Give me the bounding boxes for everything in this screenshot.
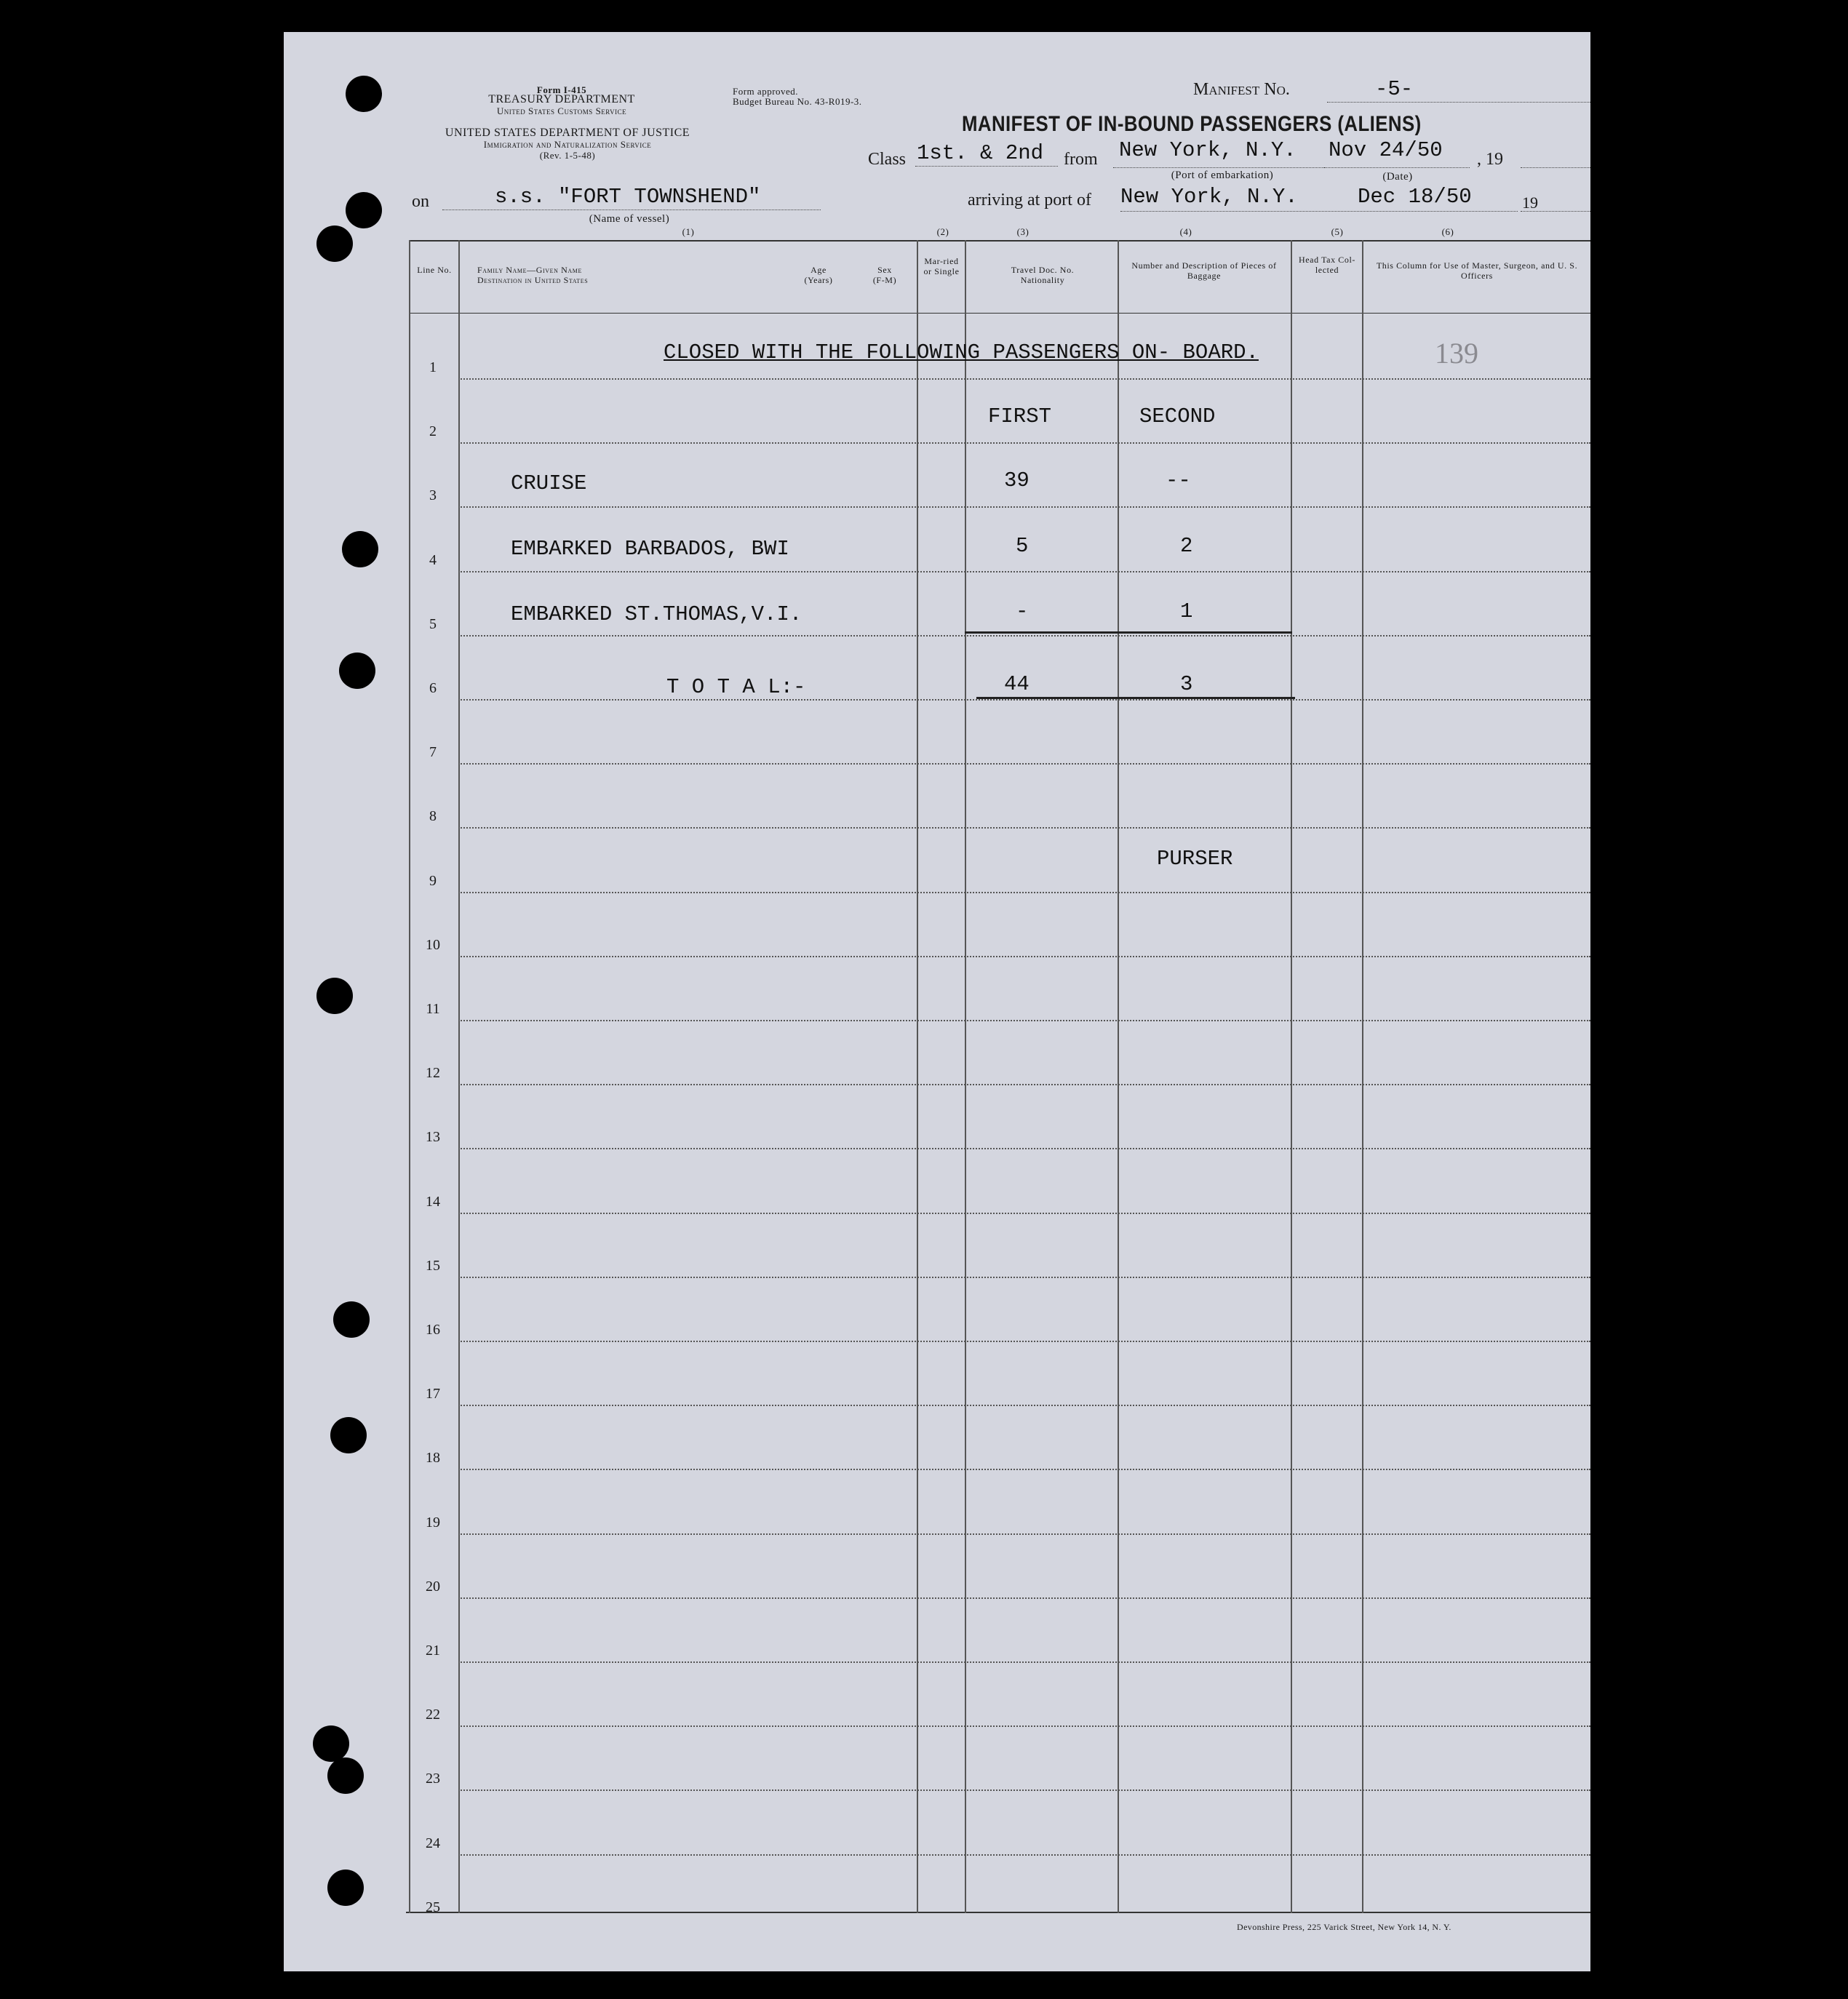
arrival-line: [1120, 193, 1518, 212]
manifest-number: -5-: [1375, 77, 1414, 101]
punch-hole: [346, 192, 382, 228]
line-number: 13: [426, 1129, 440, 1145]
year-suffix-line: [1521, 193, 1590, 212]
vessel-line: [442, 192, 821, 210]
date-line: [1324, 150, 1470, 168]
row-rule: [458, 1597, 1590, 1599]
column-number: (3): [1016, 226, 1029, 237]
row-rule: [458, 1789, 1590, 1791]
line-number: 18: [426, 1450, 440, 1466]
from-line: [1113, 150, 1324, 168]
row-rule: [458, 1533, 1590, 1535]
row-rule: [458, 442, 1590, 444]
column-number: (2): [936, 226, 949, 237]
printer-imprint: Devonshire Press, 225 Varick Street, New York 14, N. Y.: [1237, 1922, 1451, 1932]
manifest-number-line: [1327, 84, 1590, 103]
row-rule: [458, 956, 1590, 957]
treasury-dept: TREASURY DEPARTMENT: [488, 93, 635, 105]
year-line: [1521, 150, 1590, 168]
line-number: 17: [426, 1386, 440, 1402]
line-number: 1: [429, 359, 437, 375]
class-line: [915, 148, 1058, 167]
arrival-port: New York, N.Y.: [1120, 185, 1298, 209]
port-embarkation-caption: (Port of embarkation): [1171, 169, 1274, 181]
second-count: --: [1166, 468, 1191, 492]
closed-note: CLOSED WITH THE FOLLOWING PASSENGERS ON- BOARD.: [664, 340, 1259, 364]
table-bottom-border: [406, 1912, 1590, 1913]
line-number: 7: [429, 744, 437, 760]
departure-date: Nov 24/50: [1329, 138, 1443, 162]
header-sex: Sex: [877, 265, 892, 275]
header-destination: Destination in United States: [477, 275, 589, 285]
arrival-date: Dec 18/50: [1358, 185, 1472, 209]
row-rule: [458, 1084, 1590, 1085]
header-name: Family Name—Given Name: [477, 265, 582, 275]
punch-hole: [342, 531, 378, 567]
budget-bureau: Budget Bureau No. 43-R019-3.: [733, 96, 862, 107]
total-second: 3: [1180, 672, 1193, 696]
first-count: 39: [1004, 468, 1029, 492]
punch-hole: [330, 1417, 367, 1453]
header-age-unit: (Years): [804, 275, 833, 285]
second-class-heading: SECOND: [1139, 404, 1216, 428]
from-label: from: [1064, 150, 1098, 169]
row-rule: [458, 1661, 1590, 1663]
second-count: 1: [1180, 599, 1193, 623]
row-rule: [458, 1405, 1590, 1406]
row-rule: [458, 1213, 1590, 1214]
line-number: 15: [426, 1258, 440, 1274]
header-officers: This Column for Use of Master, Surgeon, and U. S. Officers: [1376, 260, 1578, 281]
row-rule: [458, 1725, 1590, 1727]
column-divider: [409, 240, 410, 1913]
row-rule: [458, 827, 1590, 829]
punch-hole: [327, 1870, 364, 1906]
punch-hole: [316, 978, 353, 1014]
column-number: (6): [1441, 226, 1454, 237]
row-rule: [458, 635, 1590, 637]
punch-hole: [346, 76, 382, 112]
table-header-border: [409, 313, 1590, 314]
first-count: 5: [1016, 534, 1029, 558]
row-rule: [458, 378, 1590, 380]
header-age: Age: [811, 265, 827, 275]
year-prefix: , 19: [1477, 150, 1503, 169]
class-label: Class: [868, 150, 907, 169]
header-travel-doc: Travel Doc. No.: [1011, 265, 1075, 275]
row-rule: [458, 1277, 1590, 1278]
punch-hole: [313, 1725, 349, 1762]
year-suffix: 19: [1522, 193, 1538, 212]
header-married: Mar-ried or Single: [923, 256, 960, 276]
header-line-no: Line No.: [417, 265, 452, 275]
row-rule: [458, 1020, 1590, 1021]
on-label: on: [412, 192, 429, 211]
row-rule: [458, 1341, 1590, 1342]
first-count: -: [1016, 599, 1029, 623]
row-rule: [458, 1148, 1590, 1149]
line-number: 5: [429, 616, 437, 632]
line-number: 24: [426, 1835, 440, 1851]
total-first: 44: [1004, 672, 1029, 696]
row-rule: [458, 506, 1590, 508]
line-number: 25: [426, 1899, 440, 1915]
line-number: 16: [426, 1322, 440, 1338]
line-number: 8: [429, 808, 437, 824]
row-label: CRUISE: [511, 471, 587, 495]
row-rule: [458, 571, 1590, 572]
row-label: EMBARKED BARBADOS, BWI: [511, 537, 789, 561]
line-number: 14: [426, 1194, 440, 1210]
form-number: Form I-415: [536, 84, 587, 95]
total-label: T O T A L:-: [666, 675, 806, 699]
arriving-label: arriving at port of: [968, 191, 1091, 210]
row-rule: [458, 1854, 1590, 1856]
line-number: 4: [429, 552, 437, 568]
punch-hole: [339, 653, 375, 689]
purser-signature: PURSER: [1157, 847, 1233, 871]
first-class-heading: FIRST: [988, 404, 1052, 428]
column-number: (5): [1331, 226, 1344, 237]
row-rule: [458, 763, 1590, 765]
row-label: EMBARKED ST.THOMAS,V.I.: [511, 602, 802, 626]
line-number: 6: [429, 680, 437, 696]
table-top-border: [409, 240, 1590, 242]
punch-hole: [316, 226, 353, 262]
class-value: 1st. & 2nd: [917, 141, 1044, 165]
form-title: MANIFEST OF IN-BOUND PASSENGERS (ALIENS): [962, 112, 1422, 136]
line-number: 12: [426, 1065, 440, 1081]
line-number: 22: [426, 1707, 440, 1723]
column-number: (1): [682, 226, 695, 237]
line-number: 23: [426, 1771, 440, 1787]
header-nationality: Nationality: [1020, 275, 1065, 285]
manifest-label: Manifest No.: [1193, 80, 1290, 99]
date-caption: (Date): [1382, 171, 1413, 183]
row-rule: [458, 892, 1590, 893]
row-rule: [458, 699, 1590, 701]
second-count: 2: [1180, 534, 1193, 558]
stamp-number: 139: [1435, 337, 1478, 370]
form-approved: Form approved.: [733, 86, 799, 97]
punch-hole: [333, 1301, 370, 1338]
header-sex-unit: (F-M): [872, 275, 897, 285]
justice-dept: UNITED STATES DEPARTMENT OF JUSTICE: [445, 127, 690, 139]
revision: (Rev. 1-5-48): [539, 150, 596, 161]
immigration-service: Immigration and Naturalization Service: [483, 139, 652, 150]
line-number: 11: [426, 1001, 440, 1017]
line-number: 10: [426, 937, 440, 953]
header-head-tax: Head Tax Col-lected: [1298, 255, 1356, 275]
customs-service: United States Customs Service: [496, 105, 627, 116]
line-number: 21: [426, 1643, 440, 1659]
line-number: 2: [429, 423, 437, 439]
punch-hole: [327, 1757, 364, 1794]
line-number: 3: [429, 487, 437, 503]
column-number: (4): [1179, 226, 1192, 237]
line-number: 19: [426, 1515, 440, 1531]
total-rule: [976, 697, 1295, 699]
line-number: 20: [426, 1579, 440, 1595]
from-port: New York, N.Y.: [1119, 138, 1297, 162]
vessel-caption: (Name of vessel): [589, 213, 670, 225]
line-number: 9: [429, 873, 437, 889]
manifest-page: [284, 32, 1590, 1971]
row-rule: [458, 1469, 1590, 1470]
vessel-name: s.s. "FORT TOWNSHEND": [495, 185, 761, 209]
header-baggage: Number and Description of Pieces of Baggage: [1131, 260, 1277, 281]
subtotal-rule: [965, 631, 1292, 634]
